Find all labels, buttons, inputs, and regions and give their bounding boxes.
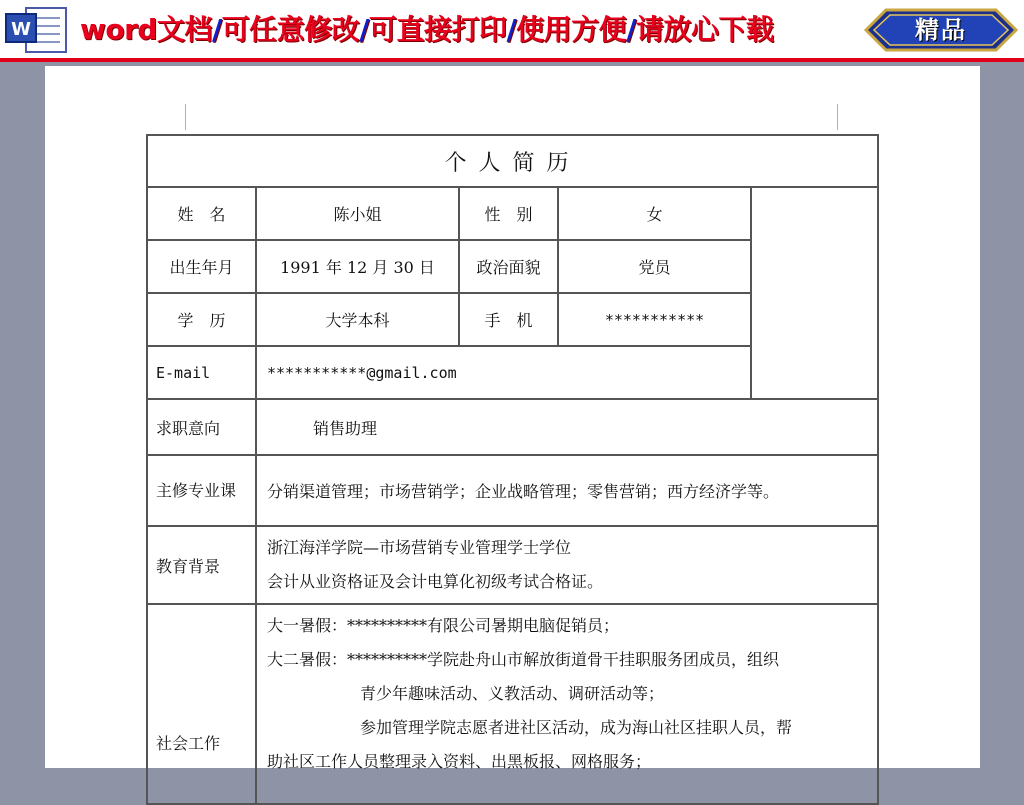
social-line: 青少年趣味活动、义教活动、调研活动等； <box>360 684 665 703</box>
top-banner <box>0 0 1024 62</box>
banner-separator: / <box>359 13 369 46</box>
social-label: 社会工作 <box>147 604 256 804</box>
social-line: 大二暑假：**********学院赴舟山市解放街道骨干挂职服务团成员，组织 <box>267 650 780 669</box>
objective-label: 求职意向 <box>147 399 256 455</box>
margin-mark <box>185 104 186 130</box>
banner-separator: / <box>211 13 222 46</box>
education-level-label: 学 历 <box>147 293 256 346</box>
document-page <box>45 66 980 771</box>
social-details <box>256 604 878 804</box>
birth-value: 1991 年 12 月 30 日 <box>256 240 459 293</box>
phone-value: *********** <box>558 293 751 346</box>
name-value: 陈小姐 <box>256 187 459 240</box>
education-details <box>256 526 878 604</box>
gender-label: 性 别 <box>459 187 558 240</box>
politics-value: 党员 <box>558 240 751 293</box>
email-label: E-mail <box>147 346 256 399</box>
education-label: 教育背景 <box>147 526 256 604</box>
banner-part: 请放心下载 <box>635 13 774 46</box>
banner-separator: / <box>626 13 636 46</box>
courses-value: 分销渠道管理；市场营销学；企业战略管理；零售营销；西方经济学等。 <box>256 455 878 526</box>
banner-separator: / <box>506 13 517 46</box>
word-document-icon <box>4 6 72 54</box>
politics-label: 政治面貌 <box>459 240 558 293</box>
banner-part: 可任意修改 <box>221 13 360 46</box>
social-line: 大一暑假：**********有限公司暑期电脑促销员； <box>267 616 620 635</box>
premium-badge <box>862 6 1020 54</box>
birth-label: 出生年月 <box>147 240 256 293</box>
resume-table <box>146 134 879 805</box>
phone-label: 手 机 <box>459 293 558 346</box>
name-label: 姓 名 <box>147 187 256 240</box>
banner-part: 可直接打印 <box>368 13 507 46</box>
gender-value: 女 <box>558 187 751 240</box>
education-level-value: 大学本科 <box>256 293 459 346</box>
banner-slogan <box>80 8 773 52</box>
objective-value: 销售助理 <box>256 399 878 455</box>
margin-mark <box>837 104 838 130</box>
education-line: 浙江海洋学院—市场营销专业管理学士学位 <box>267 538 572 557</box>
svg-text:W: W <box>11 19 31 40</box>
banner-part: word文档 <box>80 13 212 46</box>
education-line: 会计从业资格证及会计电算化初级考试合格证。 <box>267 572 604 591</box>
email-value: ***********@gmail.com <box>256 346 751 399</box>
badge-label: 精品 <box>915 16 967 44</box>
resume-title: 个人简历 <box>147 135 878 187</box>
social-line: 助社区工作人员整理录入资料、出黑板报、网格服务； <box>267 752 652 771</box>
courses-label: 主修专业课 <box>147 455 256 526</box>
social-line: 参加管理学院志愿者进社区活动，成为海山社区挂职人员，帮 <box>360 718 793 737</box>
photo-cell <box>751 187 878 399</box>
banner-part: 使用方便 <box>516 13 627 46</box>
